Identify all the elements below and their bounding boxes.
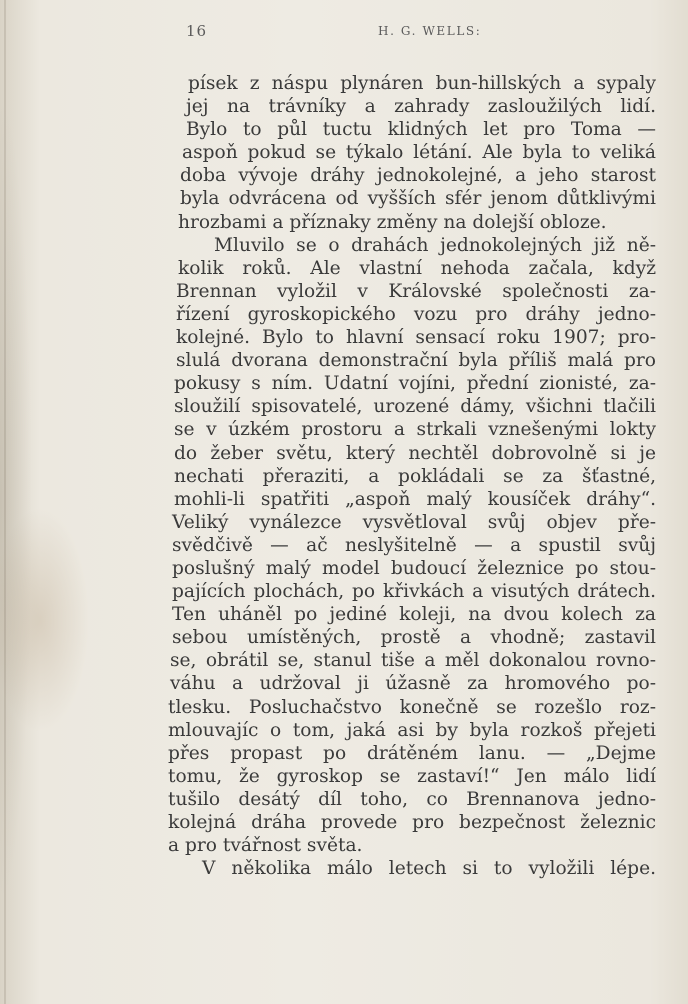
text-line: nechati přeraziti, a pokládali se za šťastné, <box>174 465 656 487</box>
text-line: se, obrátil se, stanul tiše a měl dokonalou rovno- <box>170 650 656 672</box>
text-line: kolik roků. Ale vlastní nehoda začala, když <box>178 257 656 279</box>
text-line: se v úzkém prostoru a strkali vznešenými lokty <box>174 419 656 441</box>
text-line: tlesku. Posluchačstvo konečně se rozešlo roz- <box>168 696 656 718</box>
text-line: svědčivě — ač neslyšitelně — a spustil svůj <box>172 534 656 556</box>
text-line: váhu a udržoval ji úžasně za hromového po- <box>170 673 656 695</box>
page-gutter-shadow <box>4 0 6 1004</box>
text-line: Veliký vynálezce vysvětloval svůj objev pře- <box>172 511 656 533</box>
text-line: Mluvilo se o drahách jednokolejných již ně- <box>214 234 656 256</box>
text-line: mlouvajíc o tom, jaká asi by byla rozkoš přejeti <box>168 719 656 741</box>
body-text <box>168 72 656 880</box>
text-line: kolejné. Bylo to hlavní sensací roku 1907; pro- <box>176 327 656 349</box>
text-line: aspoň pokud se týkalo létání. Ale byla to veliká <box>182 142 656 164</box>
text-line: byla odvrácena od vyšších sfér jenom důtklivými <box>180 188 656 210</box>
text-line: V několika málo letech si to vyložili lépe. <box>202 858 656 880</box>
text-line: tušilo desátý díl toho, co Brennanova jedno- <box>168 788 656 810</box>
text-line: kolejná dráha provede pro bezpečnost železnic <box>168 812 656 833</box>
text-line: do žeber světu, který nechtěl dobrovolně si je <box>174 442 656 464</box>
text-line: pajících plochách, po křivkách a visutých drátech. <box>172 581 656 603</box>
text-line: poslušný malý model budoucí železnice po stou- <box>172 557 656 579</box>
page-number: 16 <box>186 22 208 40</box>
text-line: hrozbami a příznaky změny na dolejší obloze. <box>178 211 607 233</box>
text-line: mohli-li spatřiti „aspoň malý kousíček dráhy“. <box>174 488 656 510</box>
text-line: Ten uháněl po jediné koleji, na dvou kolech za <box>172 604 656 626</box>
text-line: sloužilí spisovatelé, urozené dámy, všichni tlačili <box>174 396 656 418</box>
text-line: sebou umístěných, prostě a vhodně; zastavil <box>172 627 656 649</box>
text-line: slulá dvorana demonstrační byla příliš malá pro <box>176 350 656 372</box>
text-line: jej na trávníky a zahrady zasloužilých lidí. <box>186 96 656 118</box>
page-header <box>0 22 688 46</box>
text-line: pokusy s ním. Udatní vojíni, přední zionisté, za- <box>174 373 656 395</box>
text-line: písek z náspu plynáren bun-hillských a sypaly <box>188 73 656 94</box>
text-line: přes propast po drátěném lanu. — „Dejme <box>168 742 656 764</box>
text-line: a pro tvářnost světa. <box>168 835 363 857</box>
text-line: Bylo to půl tuctu klidných let pro Toma — <box>186 119 656 141</box>
text-line: řízení gyroskopického vozu pro dráhy jedno- <box>176 303 656 325</box>
text-line: doba vývoje dráhy jednokolejné, a jeho starost <box>180 165 656 187</box>
text-line: tomu, že gyroskop se zastaví!“ Jen málo lidí <box>168 765 656 787</box>
running-title: H. G. WELLS: <box>378 24 482 38</box>
text-line: Brennan vyložil v Královské společnosti za- <box>176 280 656 302</box>
